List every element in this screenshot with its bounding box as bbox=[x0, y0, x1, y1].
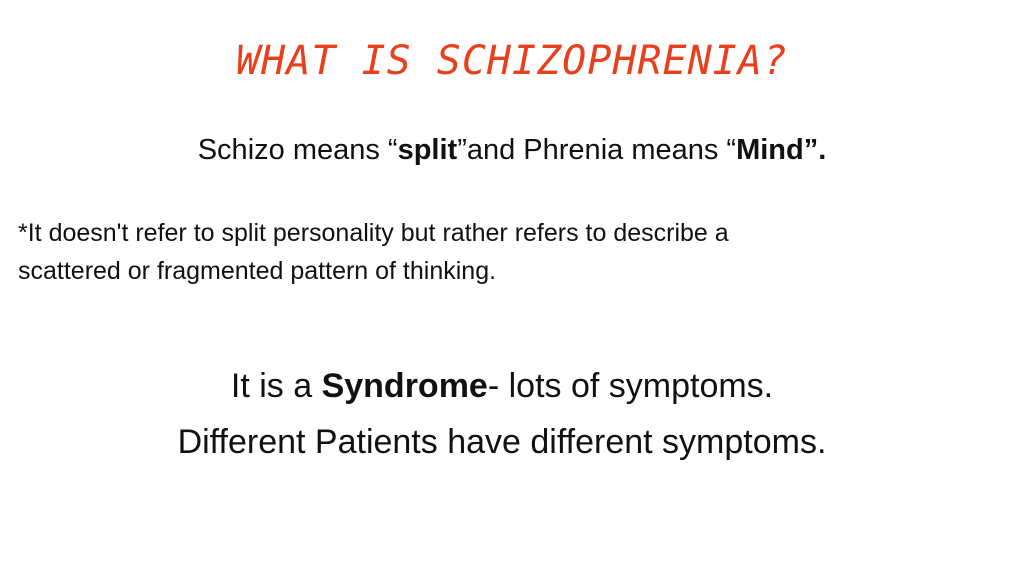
definition-line bbox=[0, 134, 1024, 167]
syndrome-paragraph bbox=[0, 358, 1004, 470]
definition-bold-mind: Mind”. bbox=[736, 134, 827, 166]
note-line-2: scattered or fragmented pattern of thinking. bbox=[18, 257, 497, 285]
definition-text-1: Schizo means “ bbox=[197, 134, 398, 166]
syndrome-line-1 bbox=[0, 358, 1004, 414]
syndrome-line-2: Different Patients have different symptoms. bbox=[177, 423, 827, 461]
syndrome-text-post: - lots of symptoms. bbox=[487, 367, 774, 405]
note-line-1: *It doesn't refer to split personality but rather refers to describe a bbox=[18, 219, 729, 247]
definition-bold-split: split bbox=[397, 134, 458, 166]
syndrome-text-pre: It is a bbox=[230, 367, 322, 405]
note-paragraph bbox=[18, 214, 1014, 290]
slide-title: WHAT IS SCHIZOPHRENIA? bbox=[236, 38, 788, 84]
syndrome-bold: Syndrome bbox=[321, 367, 488, 405]
definition-text-2: ”and Phrenia means “ bbox=[457, 134, 737, 166]
